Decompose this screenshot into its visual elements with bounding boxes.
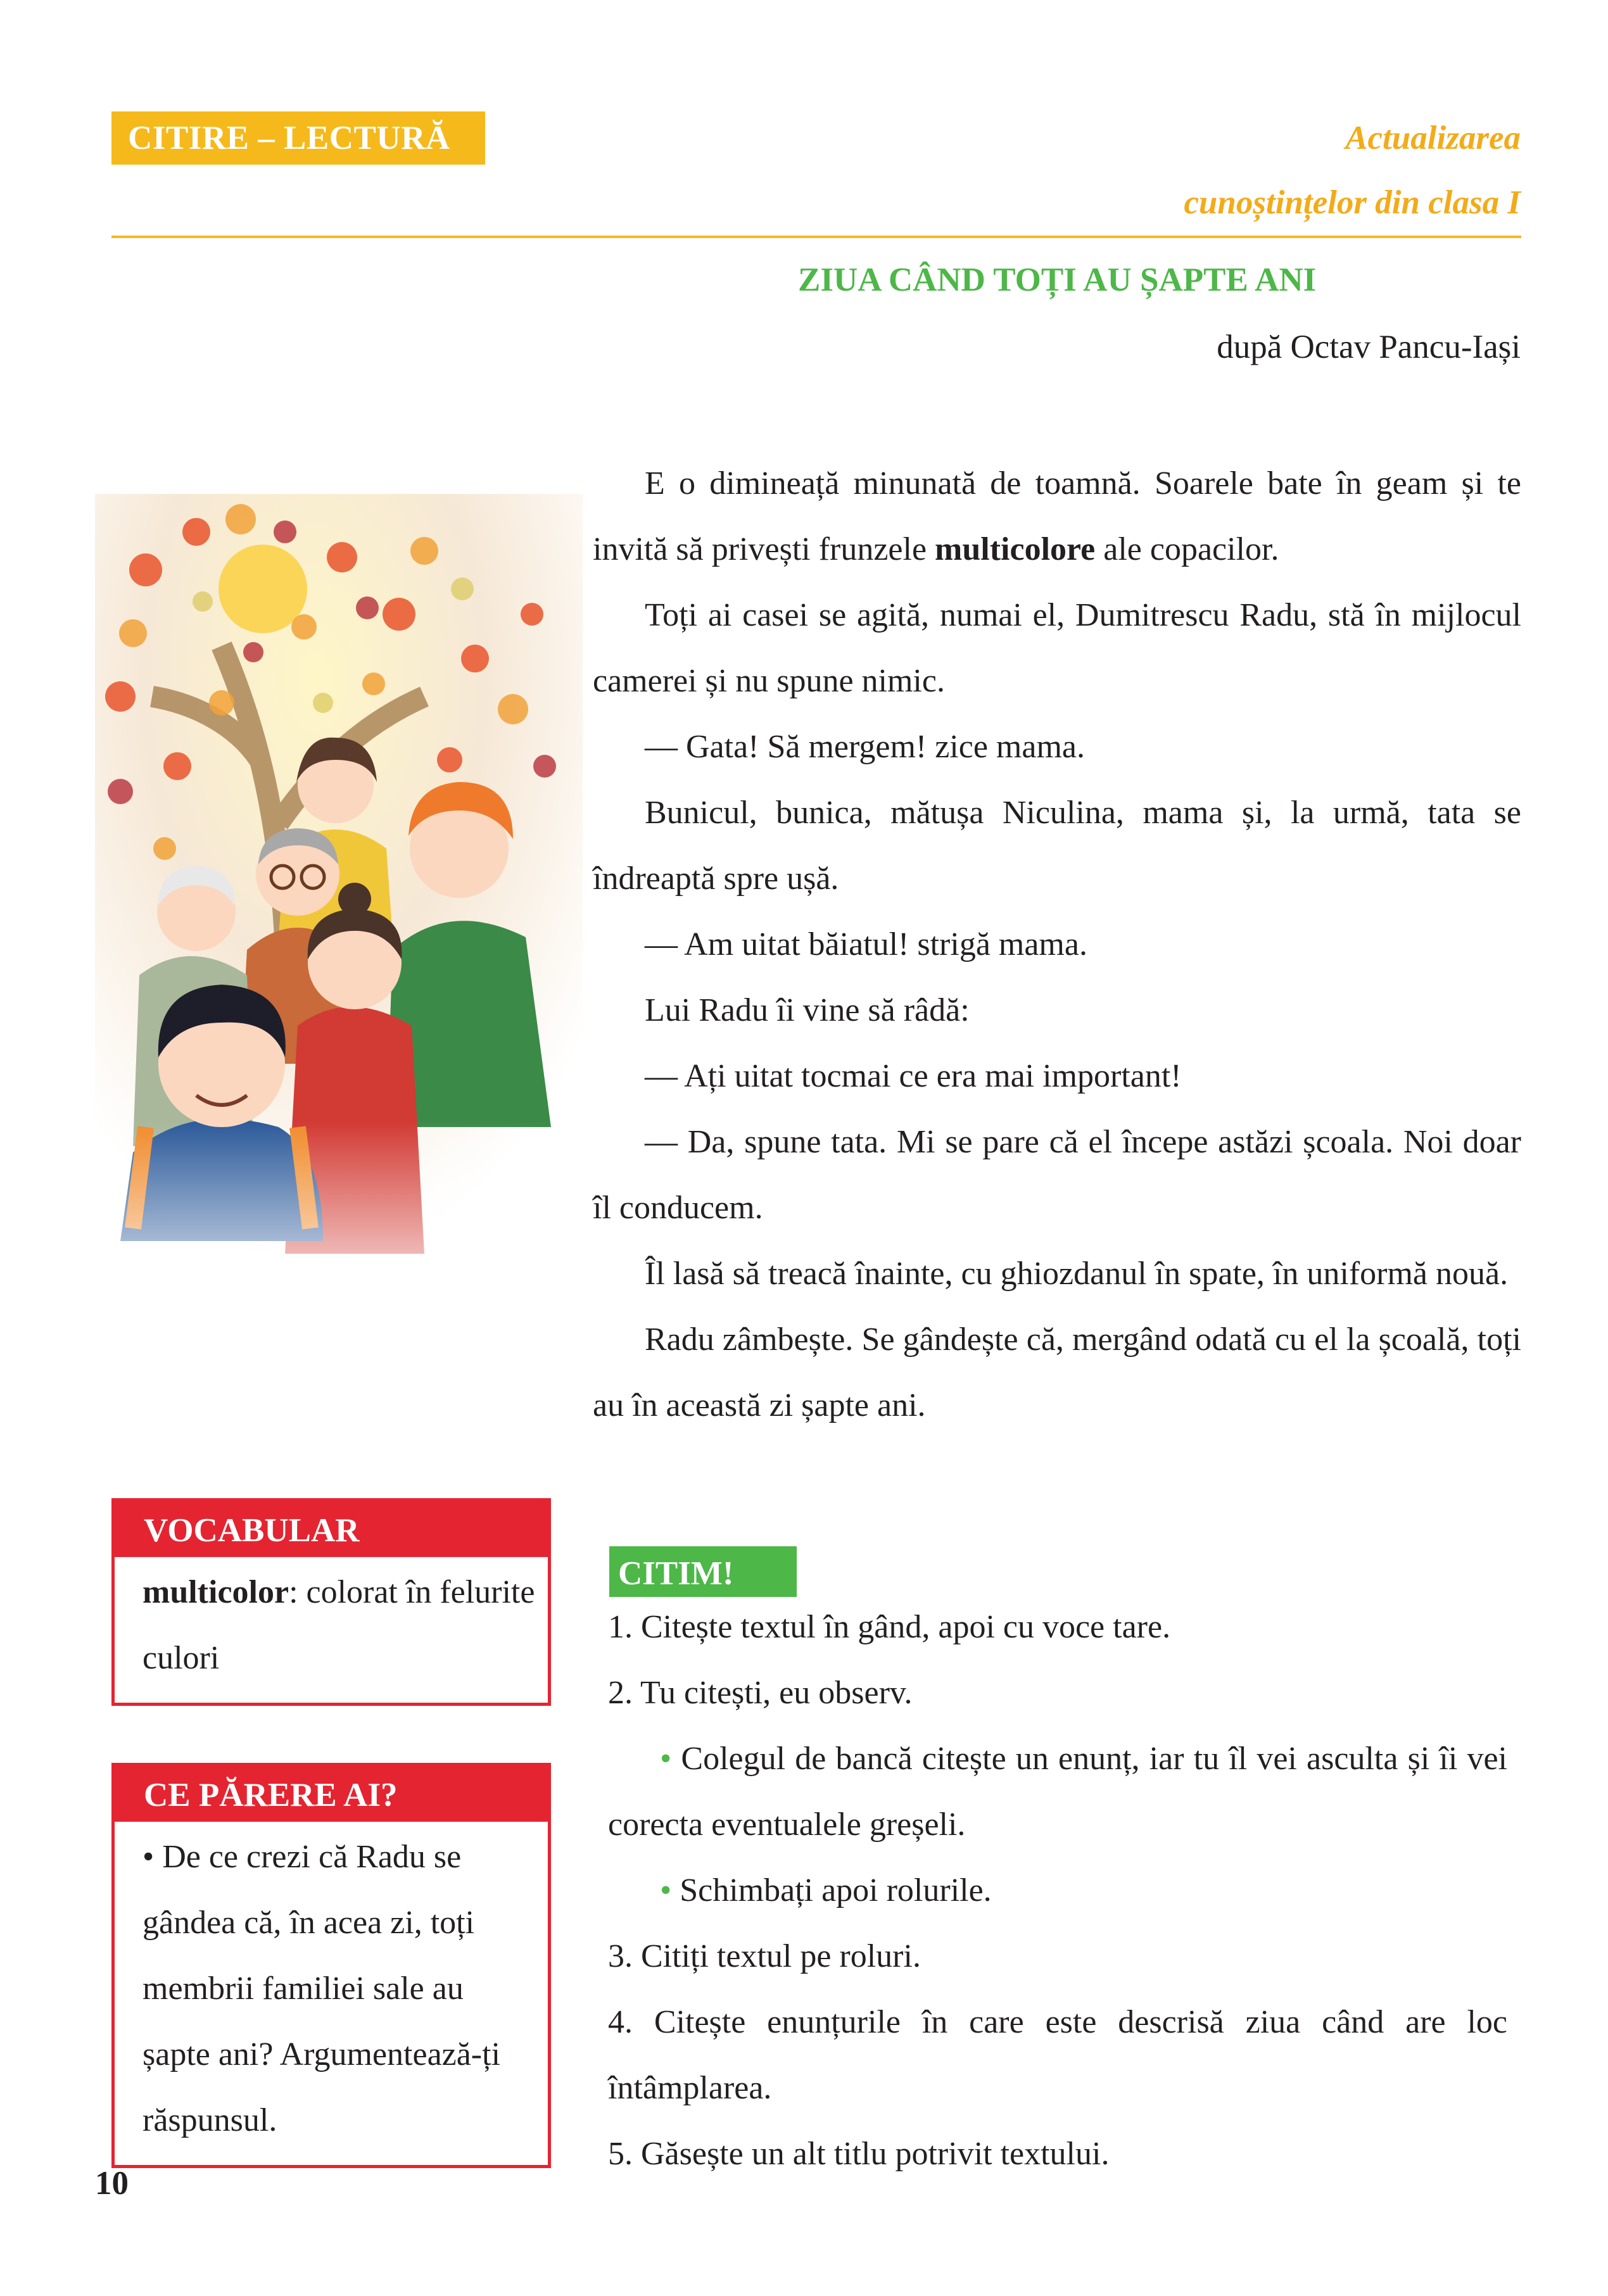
vocabulary-word: multicolore: [935, 531, 1096, 567]
topic-line-2: cunoștințelor din clasa I: [1184, 184, 1521, 221]
story-author: după Octav Pancu-Iași: [1217, 329, 1521, 365]
task-item: 4. Citește enunțurile în care este descrisă ziua când are loc întâmplarea.: [608, 2004, 1507, 2106]
family-illustration: [95, 494, 583, 1330]
story-paragraph: Radu zâmbește. Se gândește că, mergând odată cu el la școală, toți au în această zi șapte ani.: [593, 1321, 1521, 1423]
bullet-icon: •: [660, 1872, 672, 1908]
vocabulary-definition: multicolor: colorat în felurite culori: [142, 1574, 535, 1676]
page-number: 10: [95, 2165, 129, 2202]
header-divider: [111, 236, 1521, 238]
topic-line-1: Actualizarea: [1345, 120, 1521, 156]
task-item: 3. Citiți textul pe roluri.: [608, 1938, 921, 1974]
story-paragraph: E o dimineață minunată de toamnă. Soarele bate în geam și te invită să privești frunzele multicolore ale copacilor.: [593, 465, 1521, 567]
task-item: 1. Citește textul în gând, apoi cu voce tare.: [608, 1609, 1171, 1645]
story-text: [593, 451, 1521, 1439]
story-paragraph: — Gata! Să mergem! zice mama.: [645, 729, 1085, 765]
story-title: ZIUA CÂND TOȚI AU ȘAPTE ANI: [798, 262, 1317, 298]
story-paragraph: — Am uitat băiatul! strigă mama.: [645, 926, 1087, 962]
task-subitem: • Colegul de bancă citește un enunț, iar tu îl vei asculta și îi vei corecta eventualele greșeli.: [608, 1741, 1508, 1843]
bullet-icon: •: [660, 1741, 672, 1777]
citim-list: [608, 1594, 1507, 2187]
task-item: 2. Tu citești, eu observ.: [608, 1675, 913, 1711]
opinion-question: • De ce crezi că Radu se gândea că, în acea zi, toți membrii familiei sale au șapte ani? Argumentează-ți răspunsul.: [142, 1839, 501, 2138]
story-paragraph: Lui Radu îi vine să râdă:: [645, 992, 970, 1028]
story-paragraph: Îl lasă să treacă înainte, cu ghiozdanul în spate, în uniformă nouă.: [645, 1256, 1509, 1292]
story-paragraph: Bunicul, bunica, mătușa Niculina, mama și, la urmă, tata se îndreaptă spre ușă.: [593, 795, 1521, 897]
opinion-heading: CE PĂRERE AI?: [115, 1766, 548, 1822]
vocabulary-heading: VOCABULAR: [115, 1501, 548, 1557]
task-subitem: • Schimbați apoi rolurile.: [660, 1872, 992, 1908]
opinion-box: [111, 1763, 551, 2168]
citim-heading: CITIM!: [609, 1546, 797, 1597]
story-paragraph: — Ați uitat tocmai ce era mai important!: [645, 1058, 1182, 1094]
task-item: 5. Găsește un alt titlu potrivit textului.: [608, 2136, 1110, 2172]
vocabulary-term: multicolor: [142, 1574, 289, 1610]
story-paragraph: — Da, spune tata. Mi se pare că el începe astăzi școala. Noi doar îl conducem.: [593, 1124, 1521, 1226]
story-paragraph: Toți ai casei se agită, numai el, Dumitrescu Radu, stă în mijlocul camerei și nu spune nimic.: [593, 597, 1521, 699]
section-tag: CITIRE – LECTURĂ: [111, 111, 485, 165]
vocabulary-box: [111, 1498, 551, 1706]
